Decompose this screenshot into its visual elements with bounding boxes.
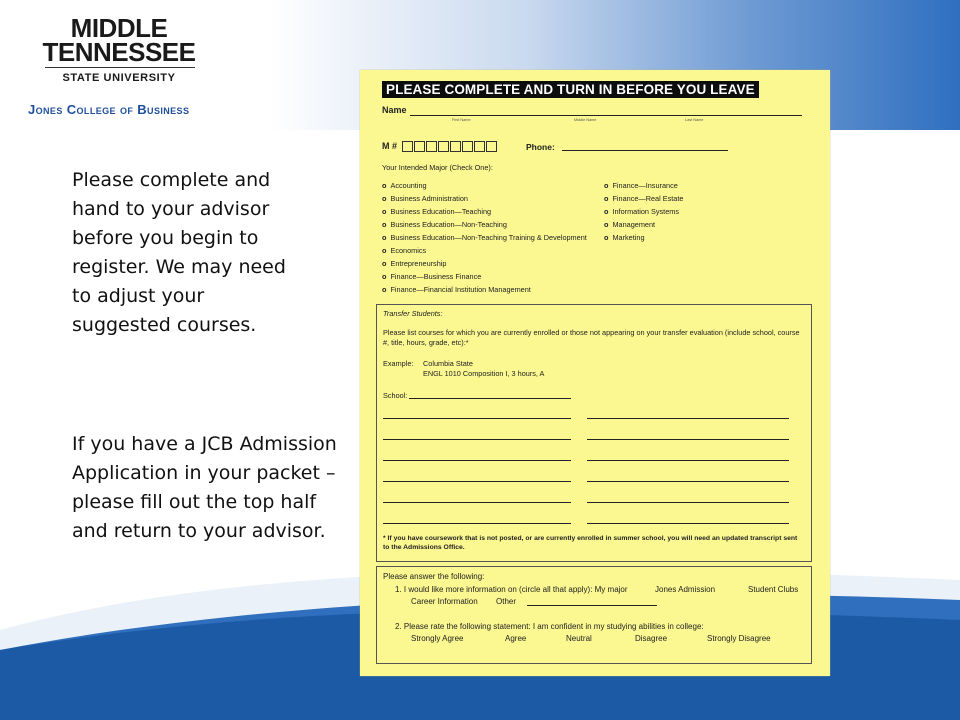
rating-disagree[interactable]: Disagree (635, 634, 668, 643)
example-course: ENGL 1010 Composition I, 3 hours, A (423, 369, 545, 378)
logo-divider (45, 67, 195, 68)
example-school: Columbia State (423, 359, 473, 368)
major-option[interactable]: o Accounting (382, 181, 427, 190)
survey-section (376, 566, 812, 664)
example-label: Example: (383, 359, 414, 368)
major-option[interactable]: o Business Education—Non-Teaching (382, 220, 507, 229)
option-student-clubs[interactable]: Student Clubs (748, 585, 799, 594)
course-line[interactable] (587, 502, 789, 503)
rating-neutral[interactable]: Neutral (566, 634, 592, 643)
other-field[interactable] (527, 605, 657, 606)
course-line[interactable] (587, 460, 789, 461)
major-option[interactable]: o Business Education—Non-Teaching Training & Development (382, 233, 587, 242)
logo-line-state-university: STATE UNIVERSITY (62, 72, 176, 84)
major-option[interactable]: o Entrepreneurship (382, 259, 447, 268)
transfer-students-section (376, 304, 812, 562)
yellow-registration-form (360, 70, 830, 676)
course-line[interactable] (383, 460, 571, 461)
transfer-footnote: * If you have coursework that is not posted, or are currently enrolled in summer school, you will need an updated transcript sent to the Admissions Office. (383, 535, 798, 551)
major-option[interactable]: o Finance—Financial Institution Management (382, 285, 531, 294)
major-prompt: Your Intended Major (Check One): (382, 163, 493, 172)
survey-question-1: 1. I would like more information on (circle all that apply): My major (395, 585, 628, 594)
course-line[interactable] (383, 523, 571, 524)
rating-strongly-disagree[interactable]: Strongly Disagree (707, 634, 771, 643)
last-name-sublabel: Last Name (685, 118, 704, 122)
major-option[interactable]: o Business Education—Teaching (382, 207, 492, 216)
major-option[interactable]: o Finance—Business Finance (382, 272, 482, 281)
name-field[interactable] (410, 115, 802, 116)
survey-heading: Please answer the following: (383, 572, 485, 581)
m-number-boxes[interactable] (402, 138, 498, 156)
option-career-information[interactable]: Career Information (411, 597, 478, 606)
phone-label: Phone: (526, 142, 555, 152)
course-line[interactable] (587, 523, 789, 524)
m-number-label: M # (382, 141, 398, 151)
university-logo (30, 14, 210, 124)
college-name: Jones College of Business (28, 102, 190, 117)
major-option[interactable]: o Economics (382, 246, 427, 255)
course-line[interactable] (383, 481, 571, 482)
major-option[interactable]: o Management (604, 220, 656, 229)
survey-question-2: 2. Please rate the following statement: I am confident in my studying abilities in college: (395, 622, 704, 631)
major-option[interactable]: o Information Systems (604, 207, 679, 216)
course-line[interactable] (587, 439, 789, 440)
school-label: School: (383, 391, 408, 400)
middle-name-sublabel: Middle Name (574, 118, 597, 122)
course-line[interactable] (587, 481, 789, 482)
transfer-instructions: Please list courses for which you are currently enrolled or those not appearing on your transfer evaluation (include school, course #, title, hours, grade, etc):* (383, 328, 800, 347)
school-field[interactable] (409, 398, 571, 399)
instruction-paragraph-1: Please complete and hand to your advisor before you begin to register. We may need to adjust your suggested courses. (72, 169, 286, 336)
transfer-heading: Transfer Students: (383, 309, 443, 318)
rating-agree[interactable]: Agree (505, 634, 527, 643)
major-option[interactable]: o Finance—Insurance (604, 181, 678, 190)
major-option[interactable]: o Finance—Real Estate (604, 194, 684, 203)
instruction-paragraph-2: If you have a JCB Admission Application in your packet – please fill out the top half and return to your advisor. (72, 433, 337, 542)
course-line[interactable] (383, 439, 571, 440)
course-line[interactable] (383, 418, 571, 419)
option-other[interactable]: Other (496, 597, 517, 606)
name-label: Name (382, 105, 407, 115)
course-line[interactable] (587, 418, 789, 419)
logo-line-middle: MIDDLE (70, 13, 168, 43)
phone-field[interactable] (562, 150, 728, 151)
rating-strongly-agree[interactable]: Strongly Agree (411, 634, 464, 643)
course-line[interactable] (383, 502, 571, 503)
logo-line-tennessee: TENNESSEE (42, 37, 196, 67)
option-jones-admission[interactable]: Jones Admission (655, 585, 716, 594)
form-title: PLEASE COMPLETE AND TURN IN BEFORE YOU LEAVE (382, 81, 759, 98)
major-option[interactable]: o Marketing (604, 233, 645, 242)
first-name-sublabel: First Name (452, 118, 471, 122)
major-option[interactable]: o Business Administration (382, 194, 468, 203)
